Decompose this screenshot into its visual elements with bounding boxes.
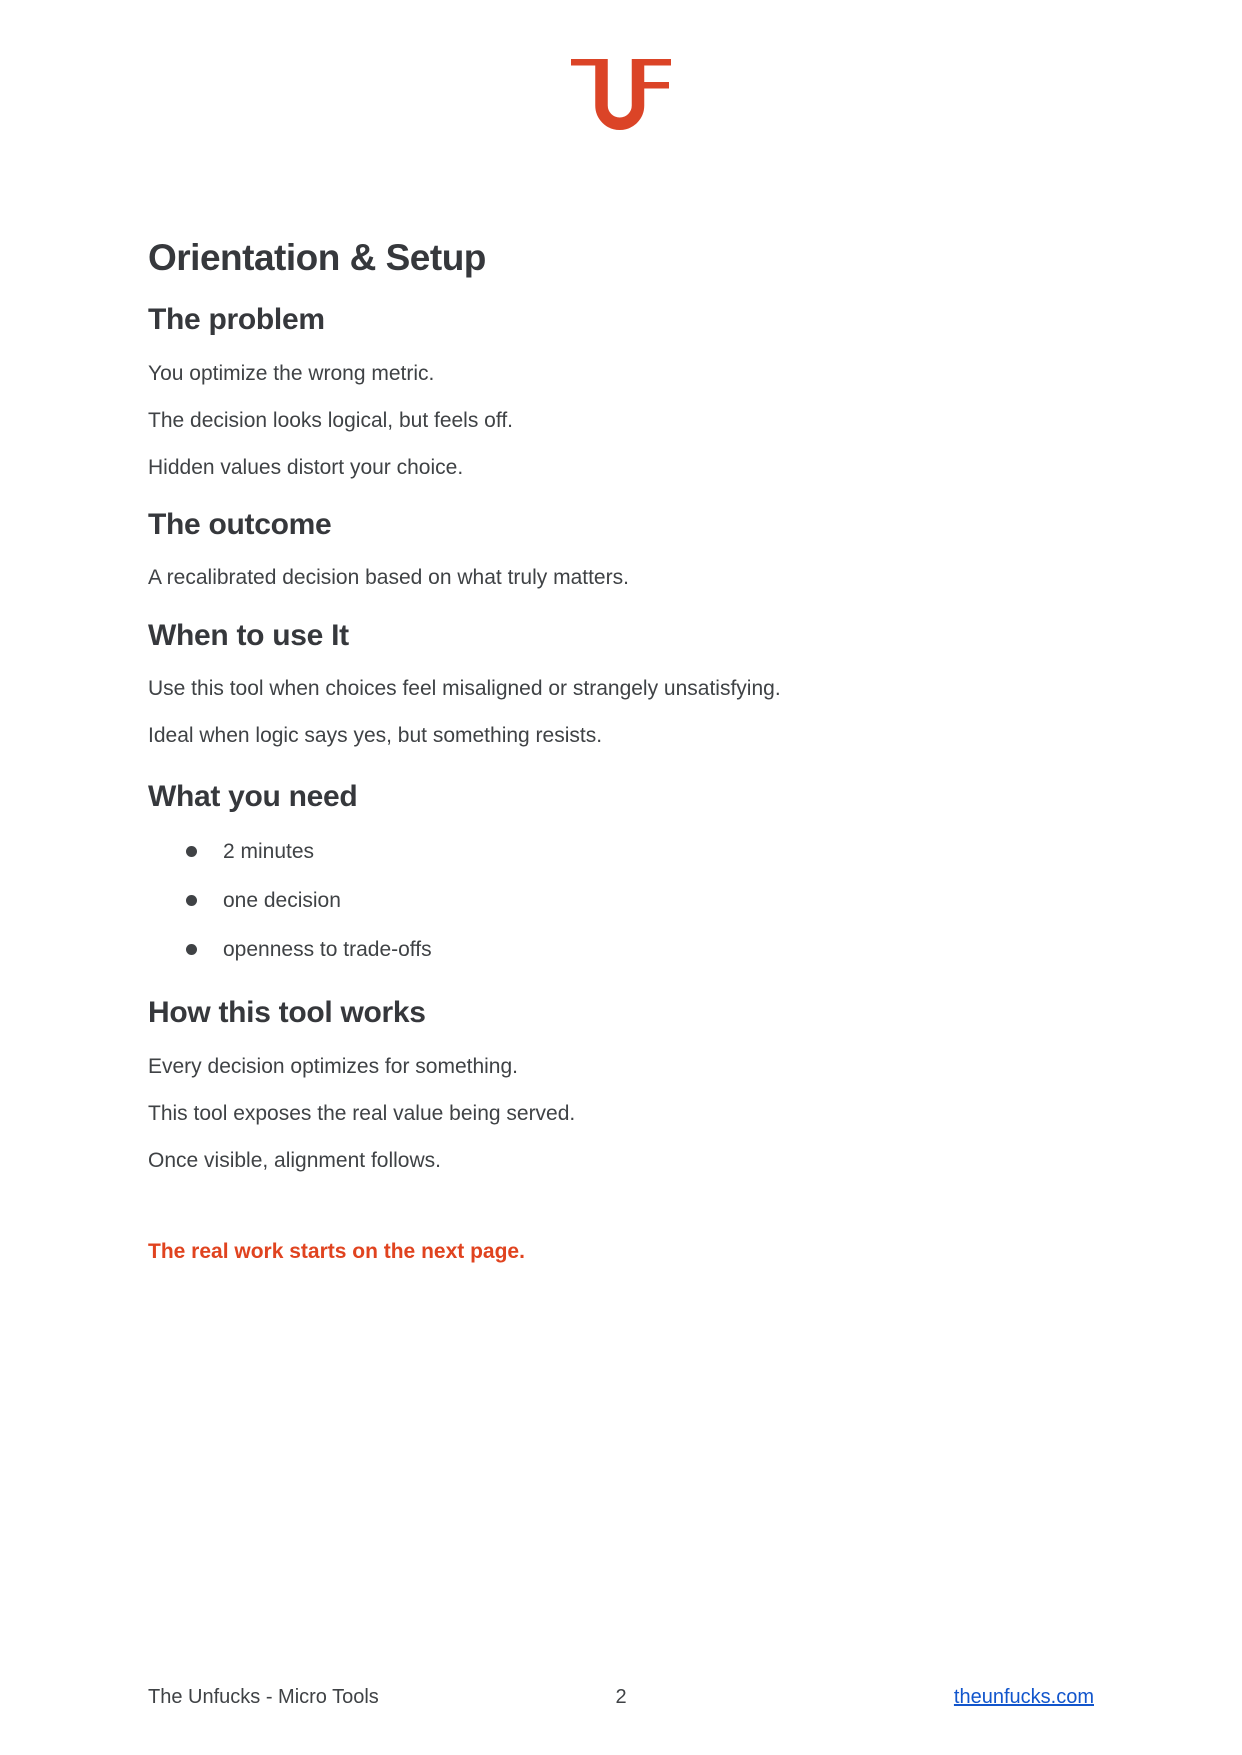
bullet-icon	[186, 944, 197, 955]
section-heading-what-you-need: What you need	[148, 780, 358, 813]
paragraph: This tool exposes the real value being served.	[148, 1102, 576, 1125]
bullet-icon	[186, 846, 197, 857]
bullet-icon	[186, 895, 197, 906]
footer-link[interactable]: theunfucks.com	[953, 1686, 1094, 1708]
section-heading-problem: The problem	[148, 303, 325, 336]
list-item	[148, 887, 1094, 914]
list-item-label: 2 minutes	[223, 840, 315, 863]
section-heading-outcome: The outcome	[148, 508, 332, 541]
footer-page-number: 2	[615, 1686, 627, 1708]
footer	[954, 1684, 1094, 1711]
section-heading-when-to-use: When to use It	[148, 619, 349, 652]
page-title: Orientation & Setup	[148, 237, 486, 278]
paragraph: A recalibrated decision based on what truly matters.	[148, 566, 629, 589]
paragraph: Every decision optimizes for something.	[148, 1055, 518, 1078]
list-item	[148, 936, 1094, 963]
paragraph: You optimize the wrong metric.	[148, 362, 435, 385]
footer-doc-title: The Unfucks - Micro Tools	[148, 1686, 379, 1708]
paragraph: Ideal when logic says yes, but something resists.	[148, 724, 603, 747]
paragraph: Hidden values distort your choice.	[148, 456, 464, 479]
tuf-logo-icon	[571, 59, 671, 130]
list-item-label: one decision	[223, 889, 341, 912]
list-item	[148, 838, 1094, 865]
section-heading-how-it-works: How this tool works	[148, 996, 426, 1029]
callout-text: The real work starts on the next page.	[148, 1240, 525, 1263]
paragraph: Once visible, alignment follows.	[148, 1149, 441, 1172]
paragraph: The decision looks logical, but feels off.	[148, 409, 513, 432]
list-item-label: openness to trade-offs	[223, 938, 432, 961]
paragraph: Use this tool when choices feel misaligned or strangely unsatisfying.	[148, 677, 781, 700]
what-you-need-list	[148, 838, 1094, 985]
brand-logo	[571, 59, 671, 130]
